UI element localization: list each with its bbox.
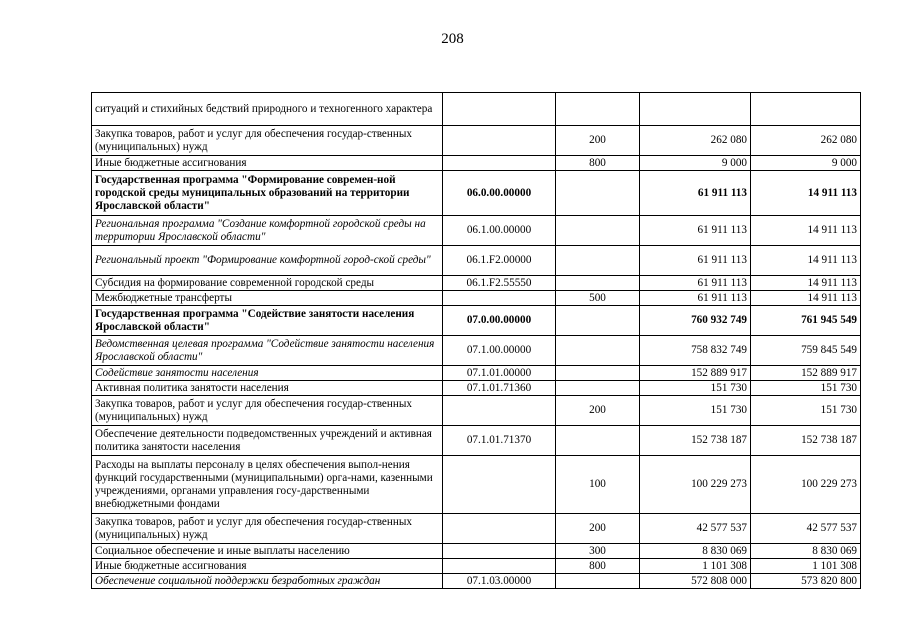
row-expense-type xyxy=(556,381,640,396)
table-row xyxy=(92,426,861,456)
row-name: Государственная программа "Формирование современ-ной городской среды муниципальных образований на территории Ярославской области" xyxy=(92,171,443,216)
row-value-year2: 8 830 069 xyxy=(751,544,861,559)
row-expense-type xyxy=(556,306,640,336)
row-value-year1: 262 080 xyxy=(640,126,751,156)
row-code: 07.0.00.00000 xyxy=(443,306,556,336)
row-code xyxy=(443,559,556,574)
row-code xyxy=(443,396,556,426)
row-value-year2: 152 889 917 xyxy=(751,366,861,381)
row-code xyxy=(443,456,556,514)
row-name: Закупка товаров, работ и услуг для обеспечения государ-ственных (муниципальных) нужд xyxy=(92,514,443,544)
table-row xyxy=(92,171,861,216)
table-row xyxy=(92,366,861,381)
row-name: Межбюджетные трансферты xyxy=(92,291,443,306)
row-code xyxy=(443,544,556,559)
row-value-year2: 262 080 xyxy=(751,126,861,156)
row-value-year1: 61 911 113 xyxy=(640,246,751,276)
row-value-year2: 573 820 800 xyxy=(751,574,861,589)
row-value-year2: 14 911 113 xyxy=(751,216,861,246)
row-name: Государственная программа "Содействие занятости населения Ярославской области" xyxy=(92,306,443,336)
row-code: 07.1.01.71370 xyxy=(443,426,556,456)
row-value-year1: 151 730 xyxy=(640,381,751,396)
table-row xyxy=(92,396,861,426)
row-value-year2: 14 911 113 xyxy=(751,291,861,306)
row-value-year2: 1 101 308 xyxy=(751,559,861,574)
row-expense-type xyxy=(556,276,640,291)
row-expense-type: 300 xyxy=(556,544,640,559)
row-value-year2: 14 911 113 xyxy=(751,276,861,291)
row-value-year2: 761 945 549 xyxy=(751,306,861,336)
table-row xyxy=(92,514,861,544)
row-code xyxy=(443,514,556,544)
row-value-year2: 14 911 113 xyxy=(751,246,861,276)
row-name: Закупка товаров, работ и услуг для обеспечения государ-ственных (муниципальных) нужд xyxy=(92,396,443,426)
row-code: 07.1.03.00000 xyxy=(443,574,556,589)
row-expense-type: 800 xyxy=(556,559,640,574)
table-row xyxy=(92,574,861,589)
row-code: 07.1.00.00000 xyxy=(443,336,556,366)
row-code xyxy=(443,156,556,171)
row-value-year1: 572 808 000 xyxy=(640,574,751,589)
row-expense-type xyxy=(556,336,640,366)
row-expense-type: 200 xyxy=(556,126,640,156)
table-row xyxy=(92,276,861,291)
row-value-year1: 151 730 xyxy=(640,396,751,426)
row-name: Закупка товаров, работ и услуг для обеспечения государ-ственных (муниципальных) нужд xyxy=(92,126,443,156)
row-name: Обеспечение деятельности подведомственных учреждений и активная политика занятости населения xyxy=(92,426,443,456)
row-expense-type: 200 xyxy=(556,396,640,426)
table-row xyxy=(92,291,861,306)
row-name: Социальное обеспечение и иные выплаты населению xyxy=(92,544,443,559)
row-code: 06.1.00.00000 xyxy=(443,216,556,246)
row-name: Иные бюджетные ассигнования xyxy=(92,559,443,574)
row-expense-type: 500 xyxy=(556,291,640,306)
table-row xyxy=(92,216,861,246)
row-value-year1: 9 000 xyxy=(640,156,751,171)
row-value-year1: 758 832 749 xyxy=(640,336,751,366)
table-row xyxy=(92,126,861,156)
row-value-year1: 61 911 113 xyxy=(640,216,751,246)
row-value-year1: 152 738 187 xyxy=(640,426,751,456)
row-code: 06.0.00.00000 xyxy=(443,171,556,216)
row-expense-type xyxy=(556,366,640,381)
row-value-year1 xyxy=(640,93,751,126)
row-name: Расходы на выплаты персоналу в целях обеспечения выпол-нения функций государственными (муниципальными) орга-нами, казенными учреждениями, органами управления госу-дарственными внебюджетными фондами xyxy=(92,456,443,514)
row-name: Активная политика занятости населения xyxy=(92,381,443,396)
row-value-year2 xyxy=(751,93,861,126)
row-code: 07.1.01.71360 xyxy=(443,381,556,396)
row-code: 06.1.F2.00000 xyxy=(443,246,556,276)
row-value-year2: 100 229 273 xyxy=(751,456,861,514)
row-name: Региональный проект "Формирование комфортной город-ской среды" xyxy=(92,246,443,276)
row-expense-type xyxy=(556,574,640,589)
row-expense-type xyxy=(556,426,640,456)
row-name: Ведомственная целевая программа "Содействие занятости населения Ярославской области" xyxy=(92,336,443,366)
row-value-year1: 61 911 113 xyxy=(640,171,751,216)
table-row xyxy=(92,559,861,574)
row-expense-type: 200 xyxy=(556,514,640,544)
row-code xyxy=(443,291,556,306)
row-value-year1: 8 830 069 xyxy=(640,544,751,559)
row-value-year1: 1 101 308 xyxy=(640,559,751,574)
row-value-year2: 151 730 xyxy=(751,396,861,426)
row-expense-type xyxy=(556,93,640,126)
table-row xyxy=(92,336,861,366)
row-expense-type: 100 xyxy=(556,456,640,514)
row-value-year1: 100 229 273 xyxy=(640,456,751,514)
row-expense-type: 800 xyxy=(556,156,640,171)
row-value-year1: 152 889 917 xyxy=(640,366,751,381)
row-expense-type xyxy=(556,246,640,276)
row-value-year1: 61 911 113 xyxy=(640,276,751,291)
row-expense-type xyxy=(556,216,640,246)
table-row xyxy=(92,306,861,336)
row-value-year2: 759 845 549 xyxy=(751,336,861,366)
row-code: 07.1.01.00000 xyxy=(443,366,556,381)
row-value-year2: 152 738 187 xyxy=(751,426,861,456)
table-row xyxy=(92,456,861,514)
row-value-year2: 42 577 537 xyxy=(751,514,861,544)
row-name: Региональная программа "Создание комфортной городской среды на территории Ярославской области" xyxy=(92,216,443,246)
budget-table xyxy=(91,92,861,589)
row-value-year2: 151 730 xyxy=(751,381,861,396)
row-code: 06.1.F2.55550 xyxy=(443,276,556,291)
row-value-year2: 14 911 113 xyxy=(751,171,861,216)
row-value-year1: 42 577 537 xyxy=(640,514,751,544)
row-code xyxy=(443,93,556,126)
row-value-year2: 9 000 xyxy=(751,156,861,171)
row-name: Содействие занятости населения xyxy=(92,366,443,381)
table-row xyxy=(92,381,861,396)
table-row xyxy=(92,544,861,559)
table-row xyxy=(92,93,861,126)
row-expense-type xyxy=(556,171,640,216)
page-number: 208 xyxy=(441,31,464,47)
row-name: Иные бюджетные ассигнования xyxy=(92,156,443,171)
row-name: Обеспечение социальной поддержки безработных граждан xyxy=(92,574,443,589)
table-row xyxy=(92,156,861,171)
table-row xyxy=(92,246,861,276)
row-code xyxy=(443,126,556,156)
row-value-year1: 760 932 749 xyxy=(640,306,751,336)
row-name: ситуаций и стихийных бедствий природного и техногенного характера xyxy=(92,93,443,126)
row-name: Субсидия на формирование современной городской среды xyxy=(92,276,443,291)
row-value-year1: 61 911 113 xyxy=(640,291,751,306)
